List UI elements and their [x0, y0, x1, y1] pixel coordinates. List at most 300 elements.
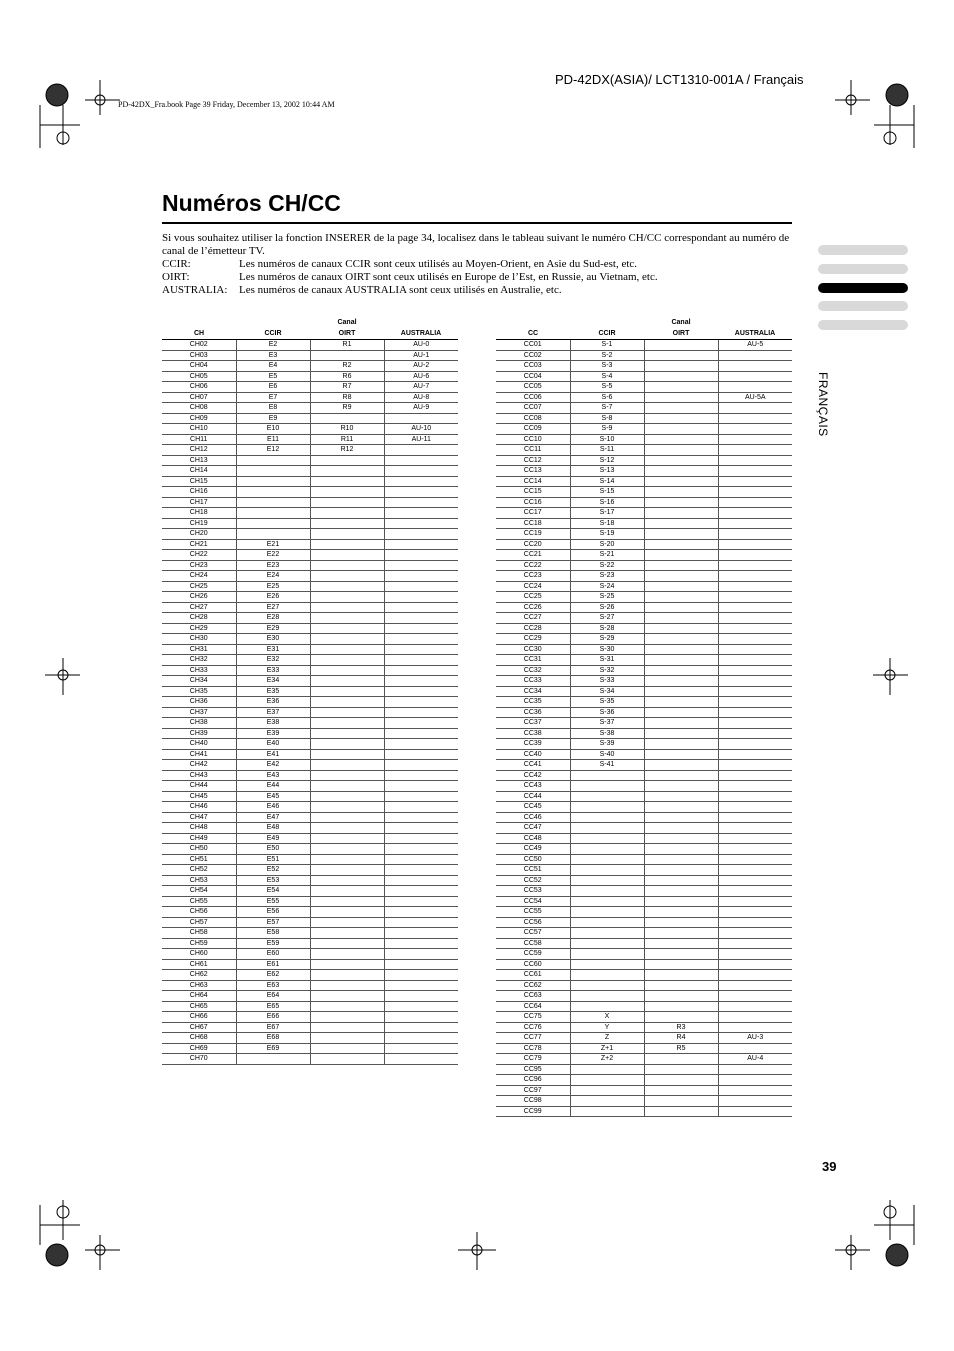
- table-cell: E29: [236, 623, 310, 634]
- table-row: [496, 571, 792, 582]
- table-row: [496, 770, 792, 781]
- table-row: [162, 1001, 458, 1012]
- table-cell: [570, 854, 644, 865]
- table-row: [162, 844, 458, 855]
- table-cell: CC78: [496, 1043, 570, 1054]
- table-row: [162, 340, 458, 351]
- table-cell: S-25: [570, 592, 644, 603]
- table-cell: [570, 781, 644, 792]
- table-cell: E42: [236, 760, 310, 771]
- table-cell: CC05: [496, 382, 570, 393]
- table-cell: CC77: [496, 1033, 570, 1044]
- table-cell: S-21: [570, 550, 644, 561]
- table-row: [496, 781, 792, 792]
- table-cell: CH05: [162, 371, 236, 382]
- table-cell: CC14: [496, 476, 570, 487]
- definition-text: Les numéros de canaux CCIR sont ceux utilisés au Moyen-Orient, en Asie du Sud-est, etc.: [239, 258, 638, 270]
- table-cell: CC39: [496, 739, 570, 750]
- table-cell: S-6: [570, 392, 644, 403]
- table-cell: E63: [236, 980, 310, 991]
- table-cell: E10: [236, 424, 310, 435]
- table-cell: [644, 949, 718, 960]
- table-cell: E49: [236, 833, 310, 844]
- table-cell: CH04: [162, 361, 236, 372]
- table-row: [496, 980, 792, 991]
- table-row: [162, 592, 458, 603]
- table-row: [162, 896, 458, 907]
- table-cell: [718, 403, 792, 414]
- table-cell: CC57: [496, 928, 570, 939]
- table-cell: [310, 1054, 384, 1065]
- table-cell: [384, 581, 458, 592]
- table-row: [162, 1022, 458, 1033]
- table-cell: [644, 581, 718, 592]
- table-cell: [310, 970, 384, 981]
- table-cell: E53: [236, 875, 310, 886]
- table-row: [162, 392, 458, 403]
- table-cell: AU-10: [384, 424, 458, 435]
- table-cell: R5: [644, 1043, 718, 1054]
- table-cell: E45: [236, 791, 310, 802]
- table-cell: [310, 959, 384, 970]
- table-row: [162, 529, 458, 540]
- table-cell: CH32: [162, 655, 236, 666]
- table-cell: E28: [236, 613, 310, 624]
- table-row: [496, 371, 792, 382]
- table-cell: CH06: [162, 382, 236, 393]
- table-cell: X: [570, 1012, 644, 1023]
- table-cell: [236, 476, 310, 487]
- table-cell: [718, 613, 792, 624]
- table-cell: [644, 718, 718, 729]
- table-row: [496, 865, 792, 876]
- table-cell: CC32: [496, 665, 570, 676]
- table-cell: CC41: [496, 760, 570, 771]
- table-cell: [570, 1106, 644, 1117]
- table-cell: [644, 896, 718, 907]
- table-cell: [310, 949, 384, 960]
- table-cell: [644, 371, 718, 382]
- table-row: [496, 424, 792, 435]
- table-row: [162, 760, 458, 771]
- table-row: [496, 928, 792, 939]
- table-cell: E9: [236, 413, 310, 424]
- table-cell: [718, 823, 792, 834]
- table-cell: E25: [236, 581, 310, 592]
- table-cell: [644, 854, 718, 865]
- table-cell: CH36: [162, 697, 236, 708]
- table-row: [496, 508, 792, 519]
- table-cell: [384, 991, 458, 1002]
- table-cell: CH44: [162, 781, 236, 792]
- table-cell: [718, 917, 792, 928]
- table-row: [496, 802, 792, 813]
- table-cell: [310, 539, 384, 550]
- table-cell: [384, 802, 458, 813]
- table-cell: E52: [236, 865, 310, 876]
- table-cell: CH38: [162, 718, 236, 729]
- group-header: Canal: [337, 319, 357, 327]
- table-cell: E44: [236, 781, 310, 792]
- table-cell: CH50: [162, 844, 236, 855]
- table-cell: [718, 833, 792, 844]
- table-cell: [570, 812, 644, 823]
- table-cell: CH27: [162, 602, 236, 613]
- table-cell: CH08: [162, 403, 236, 414]
- table-cell: [384, 970, 458, 981]
- table-cell: [644, 392, 718, 403]
- table-cell: E33: [236, 665, 310, 676]
- definitions: [162, 258, 658, 297]
- table-cell: [718, 907, 792, 918]
- definition-oirt: [162, 271, 658, 284]
- table-row: [162, 676, 458, 687]
- language-tab: [818, 301, 908, 311]
- table-cell: [644, 802, 718, 813]
- table-cell: [384, 602, 458, 613]
- table-cell: [310, 875, 384, 886]
- table-cell: CC35: [496, 697, 570, 708]
- table-cell: [718, 959, 792, 970]
- table-row: [162, 875, 458, 886]
- table-cell: [310, 812, 384, 823]
- table-cell: S-2: [570, 350, 644, 361]
- table-cell: CH60: [162, 949, 236, 960]
- table-cell: AU-8: [384, 392, 458, 403]
- table-row: [496, 476, 792, 487]
- table-row: [496, 728, 792, 739]
- table-cell: CH23: [162, 560, 236, 571]
- table-cell: CC04: [496, 371, 570, 382]
- table-cell: [384, 655, 458, 666]
- table-row: [496, 487, 792, 498]
- table-cell: [644, 644, 718, 655]
- table-row: [162, 781, 458, 792]
- table-row: [496, 991, 792, 1002]
- table-cell: S-9: [570, 424, 644, 435]
- table-cell: [384, 529, 458, 540]
- table-cell: [718, 739, 792, 750]
- table-cell: E48: [236, 823, 310, 834]
- table-cell: [384, 634, 458, 645]
- column-header: AUSTRALIA: [384, 329, 458, 340]
- table-cell: R1: [310, 340, 384, 351]
- table-cell: [384, 896, 458, 907]
- table-cell: [384, 550, 458, 561]
- table-cell: E66: [236, 1012, 310, 1023]
- table-cell: CC22: [496, 560, 570, 571]
- table-cell: [310, 896, 384, 907]
- table-cell: CC37: [496, 718, 570, 729]
- table-cell: E8: [236, 403, 310, 414]
- table-cell: CC52: [496, 875, 570, 886]
- table-cell: CC02: [496, 350, 570, 361]
- table-cell: CC11: [496, 445, 570, 456]
- table-cell: AU-5: [718, 340, 792, 351]
- table-cell: CC46: [496, 812, 570, 823]
- table-cell: CH46: [162, 802, 236, 813]
- table-cell: [570, 875, 644, 886]
- table-cell: AU-9: [384, 403, 458, 414]
- table-row: [496, 529, 792, 540]
- table-row: [496, 581, 792, 592]
- table-row: [162, 571, 458, 582]
- table-cell: [570, 949, 644, 960]
- table-cell: [644, 613, 718, 624]
- table-cell: CH41: [162, 749, 236, 760]
- table-cell: [644, 424, 718, 435]
- table-cell: E43: [236, 770, 310, 781]
- table-cell: [310, 760, 384, 771]
- table-row: [496, 1075, 792, 1086]
- table-cell: S-1: [570, 340, 644, 351]
- table-cell: CC98: [496, 1096, 570, 1107]
- table-cell: S-40: [570, 749, 644, 760]
- table-cell: E32: [236, 655, 310, 666]
- table-cell: [570, 1085, 644, 1096]
- table-cell: [718, 560, 792, 571]
- table-row: [496, 970, 792, 981]
- channel-table-ch: [162, 318, 458, 1065]
- table-row: [496, 949, 792, 960]
- table-cell: [718, 686, 792, 697]
- table-cell: [384, 686, 458, 697]
- table-cell: [310, 823, 384, 834]
- table-cell: [310, 1012, 384, 1023]
- table-cell: [384, 1054, 458, 1065]
- table-cell: CC44: [496, 791, 570, 802]
- table-cell: [570, 886, 644, 897]
- table-cell: [718, 539, 792, 550]
- table-row: [496, 518, 792, 529]
- table-cell: [718, 350, 792, 361]
- table-cell: E54: [236, 886, 310, 897]
- table-cell: [310, 581, 384, 592]
- table-cell: [310, 707, 384, 718]
- table-row: [496, 760, 792, 771]
- table-cell: CC64: [496, 1001, 570, 1012]
- table-cell: R12: [310, 445, 384, 456]
- table-cell: E26: [236, 592, 310, 603]
- table-cell: [644, 938, 718, 949]
- table-cell: [718, 644, 792, 655]
- table-cell: [644, 340, 718, 351]
- table-cell: CH62: [162, 970, 236, 981]
- table-row: [162, 644, 458, 655]
- table-row: [162, 886, 458, 897]
- table-row: [162, 917, 458, 928]
- column-header: CCIR: [236, 329, 310, 340]
- table-cell: [310, 938, 384, 949]
- table-cell: [644, 445, 718, 456]
- column-header: AUSTRALIA: [718, 329, 792, 340]
- table-cell: [718, 991, 792, 1002]
- column-header: CC: [496, 329, 570, 340]
- table-cell: [236, 1054, 310, 1065]
- table-cell: [384, 707, 458, 718]
- table-cell: [718, 886, 792, 897]
- table-cell: [310, 529, 384, 540]
- table-cell: CH40: [162, 739, 236, 750]
- definition-text: Les numéros de canaux OIRT sont ceux utilisés en Europe de l’Est, en Russie, au Vietnam, etc.: [239, 271, 658, 283]
- table-cell: CH34: [162, 676, 236, 687]
- table-row: [496, 833, 792, 844]
- table-cell: E68: [236, 1033, 310, 1044]
- table-cell: S-32: [570, 665, 644, 676]
- table-cell: [310, 791, 384, 802]
- table-cell: CH70: [162, 1054, 236, 1065]
- table-cell: CC49: [496, 844, 570, 855]
- table-cell: [718, 928, 792, 939]
- table-cell: [718, 749, 792, 760]
- table-cell: CC06: [496, 392, 570, 403]
- table-cell: E64: [236, 991, 310, 1002]
- table-cell: CC58: [496, 938, 570, 949]
- table-cell: E67: [236, 1022, 310, 1033]
- definition-text: Les numéros de canaux AUSTRALIA sont ceux utilisés en Australie, etc.: [239, 284, 562, 296]
- table-cell: CH54: [162, 886, 236, 897]
- definition-term: CCIR:: [162, 258, 191, 270]
- table-cell: CH66: [162, 1012, 236, 1023]
- table-cell: [384, 886, 458, 897]
- table-cell: [644, 875, 718, 886]
- table-cell: [644, 833, 718, 844]
- table-cell: S-18: [570, 518, 644, 529]
- table-row: [496, 749, 792, 760]
- table-cell: S-30: [570, 644, 644, 655]
- table-cell: CC17: [496, 508, 570, 519]
- table-row: [496, 340, 792, 351]
- table-cell: CC21: [496, 550, 570, 561]
- table-cell: [644, 623, 718, 634]
- table-cell: [570, 833, 644, 844]
- table-cell: [644, 991, 718, 1002]
- table-row: [496, 917, 792, 928]
- column-header: OIRT: [310, 329, 384, 340]
- table-cell: CH57: [162, 917, 236, 928]
- table-cell: [644, 886, 718, 897]
- table-cell: CC24: [496, 581, 570, 592]
- table-cell: CH19: [162, 518, 236, 529]
- table-cell: CC13: [496, 466, 570, 477]
- table-row: [162, 560, 458, 571]
- table-cell: [384, 413, 458, 424]
- table-row: [162, 508, 458, 519]
- table-cell: [310, 749, 384, 760]
- table-cell: S-35: [570, 697, 644, 708]
- table-row: [496, 539, 792, 550]
- table-row: [496, 938, 792, 949]
- table-cell: [718, 623, 792, 634]
- table-cell: [310, 655, 384, 666]
- table-cell: [718, 434, 792, 445]
- table-cell: [718, 361, 792, 372]
- table-row: [162, 497, 458, 508]
- table-row: [162, 1043, 458, 1054]
- table-row: [162, 854, 458, 865]
- table-cell: CH12: [162, 445, 236, 456]
- table-row: [496, 844, 792, 855]
- table-cell: [718, 634, 792, 645]
- table-cell: CC42: [496, 770, 570, 781]
- table-cell: [384, 518, 458, 529]
- table-cell: [310, 781, 384, 792]
- table-cell: CC25: [496, 592, 570, 603]
- table-row: [496, 466, 792, 477]
- table-cell: CH29: [162, 623, 236, 634]
- table-cell: [310, 413, 384, 424]
- table-row: [496, 613, 792, 624]
- table-cell: [384, 844, 458, 855]
- table-cell: [644, 361, 718, 372]
- table-row: [496, 623, 792, 634]
- table-cell: [384, 476, 458, 487]
- table-row: [496, 1012, 792, 1023]
- table-cell: [718, 497, 792, 508]
- table-cell: E37: [236, 707, 310, 718]
- table-cell: S-19: [570, 529, 644, 540]
- table-cell: AU-3: [718, 1033, 792, 1044]
- language-tab: [818, 264, 908, 274]
- table-cell: S-16: [570, 497, 644, 508]
- table-cell: E40: [236, 739, 310, 750]
- table-cell: [644, 1054, 718, 1065]
- table-cell: [644, 434, 718, 445]
- table-cell: [570, 917, 644, 928]
- table-cell: [644, 550, 718, 561]
- table-cell: [718, 602, 792, 613]
- table-cell: [384, 571, 458, 582]
- table-row: [496, 886, 792, 897]
- table-cell: [310, 991, 384, 1002]
- table-cell: CH49: [162, 833, 236, 844]
- table-cell: [718, 382, 792, 393]
- table-cell: CC95: [496, 1064, 570, 1075]
- table-cell: [644, 928, 718, 939]
- table-cell: [644, 655, 718, 666]
- table-cell: [310, 571, 384, 582]
- table-cell: [718, 938, 792, 949]
- table-cell: [310, 623, 384, 634]
- table-cell: [310, 1043, 384, 1054]
- title-rule: [162, 222, 792, 224]
- table-cell: [718, 1064, 792, 1075]
- definition-australia: [162, 284, 658, 297]
- table-cell: [644, 739, 718, 750]
- table-row: [496, 854, 792, 865]
- table-cell: E12: [236, 445, 310, 456]
- table-cell: [644, 823, 718, 834]
- table-cell: [310, 770, 384, 781]
- table-cell: S-12: [570, 455, 644, 466]
- table-cell: E27: [236, 602, 310, 613]
- table-cell: CC29: [496, 634, 570, 645]
- table-cell: E60: [236, 949, 310, 960]
- table-cell: [570, 865, 644, 876]
- table-cell: CH55: [162, 896, 236, 907]
- table-cell: CC55: [496, 907, 570, 918]
- table-cell: CH13: [162, 455, 236, 466]
- table-cell: S-11: [570, 445, 644, 456]
- table-cell: S-24: [570, 581, 644, 592]
- table-cell: [236, 466, 310, 477]
- table-cell: E35: [236, 686, 310, 697]
- table-row: [162, 350, 458, 361]
- table-row: [162, 949, 458, 960]
- table-cell: S-36: [570, 707, 644, 718]
- table-row: [162, 434, 458, 445]
- table-row: [496, 550, 792, 561]
